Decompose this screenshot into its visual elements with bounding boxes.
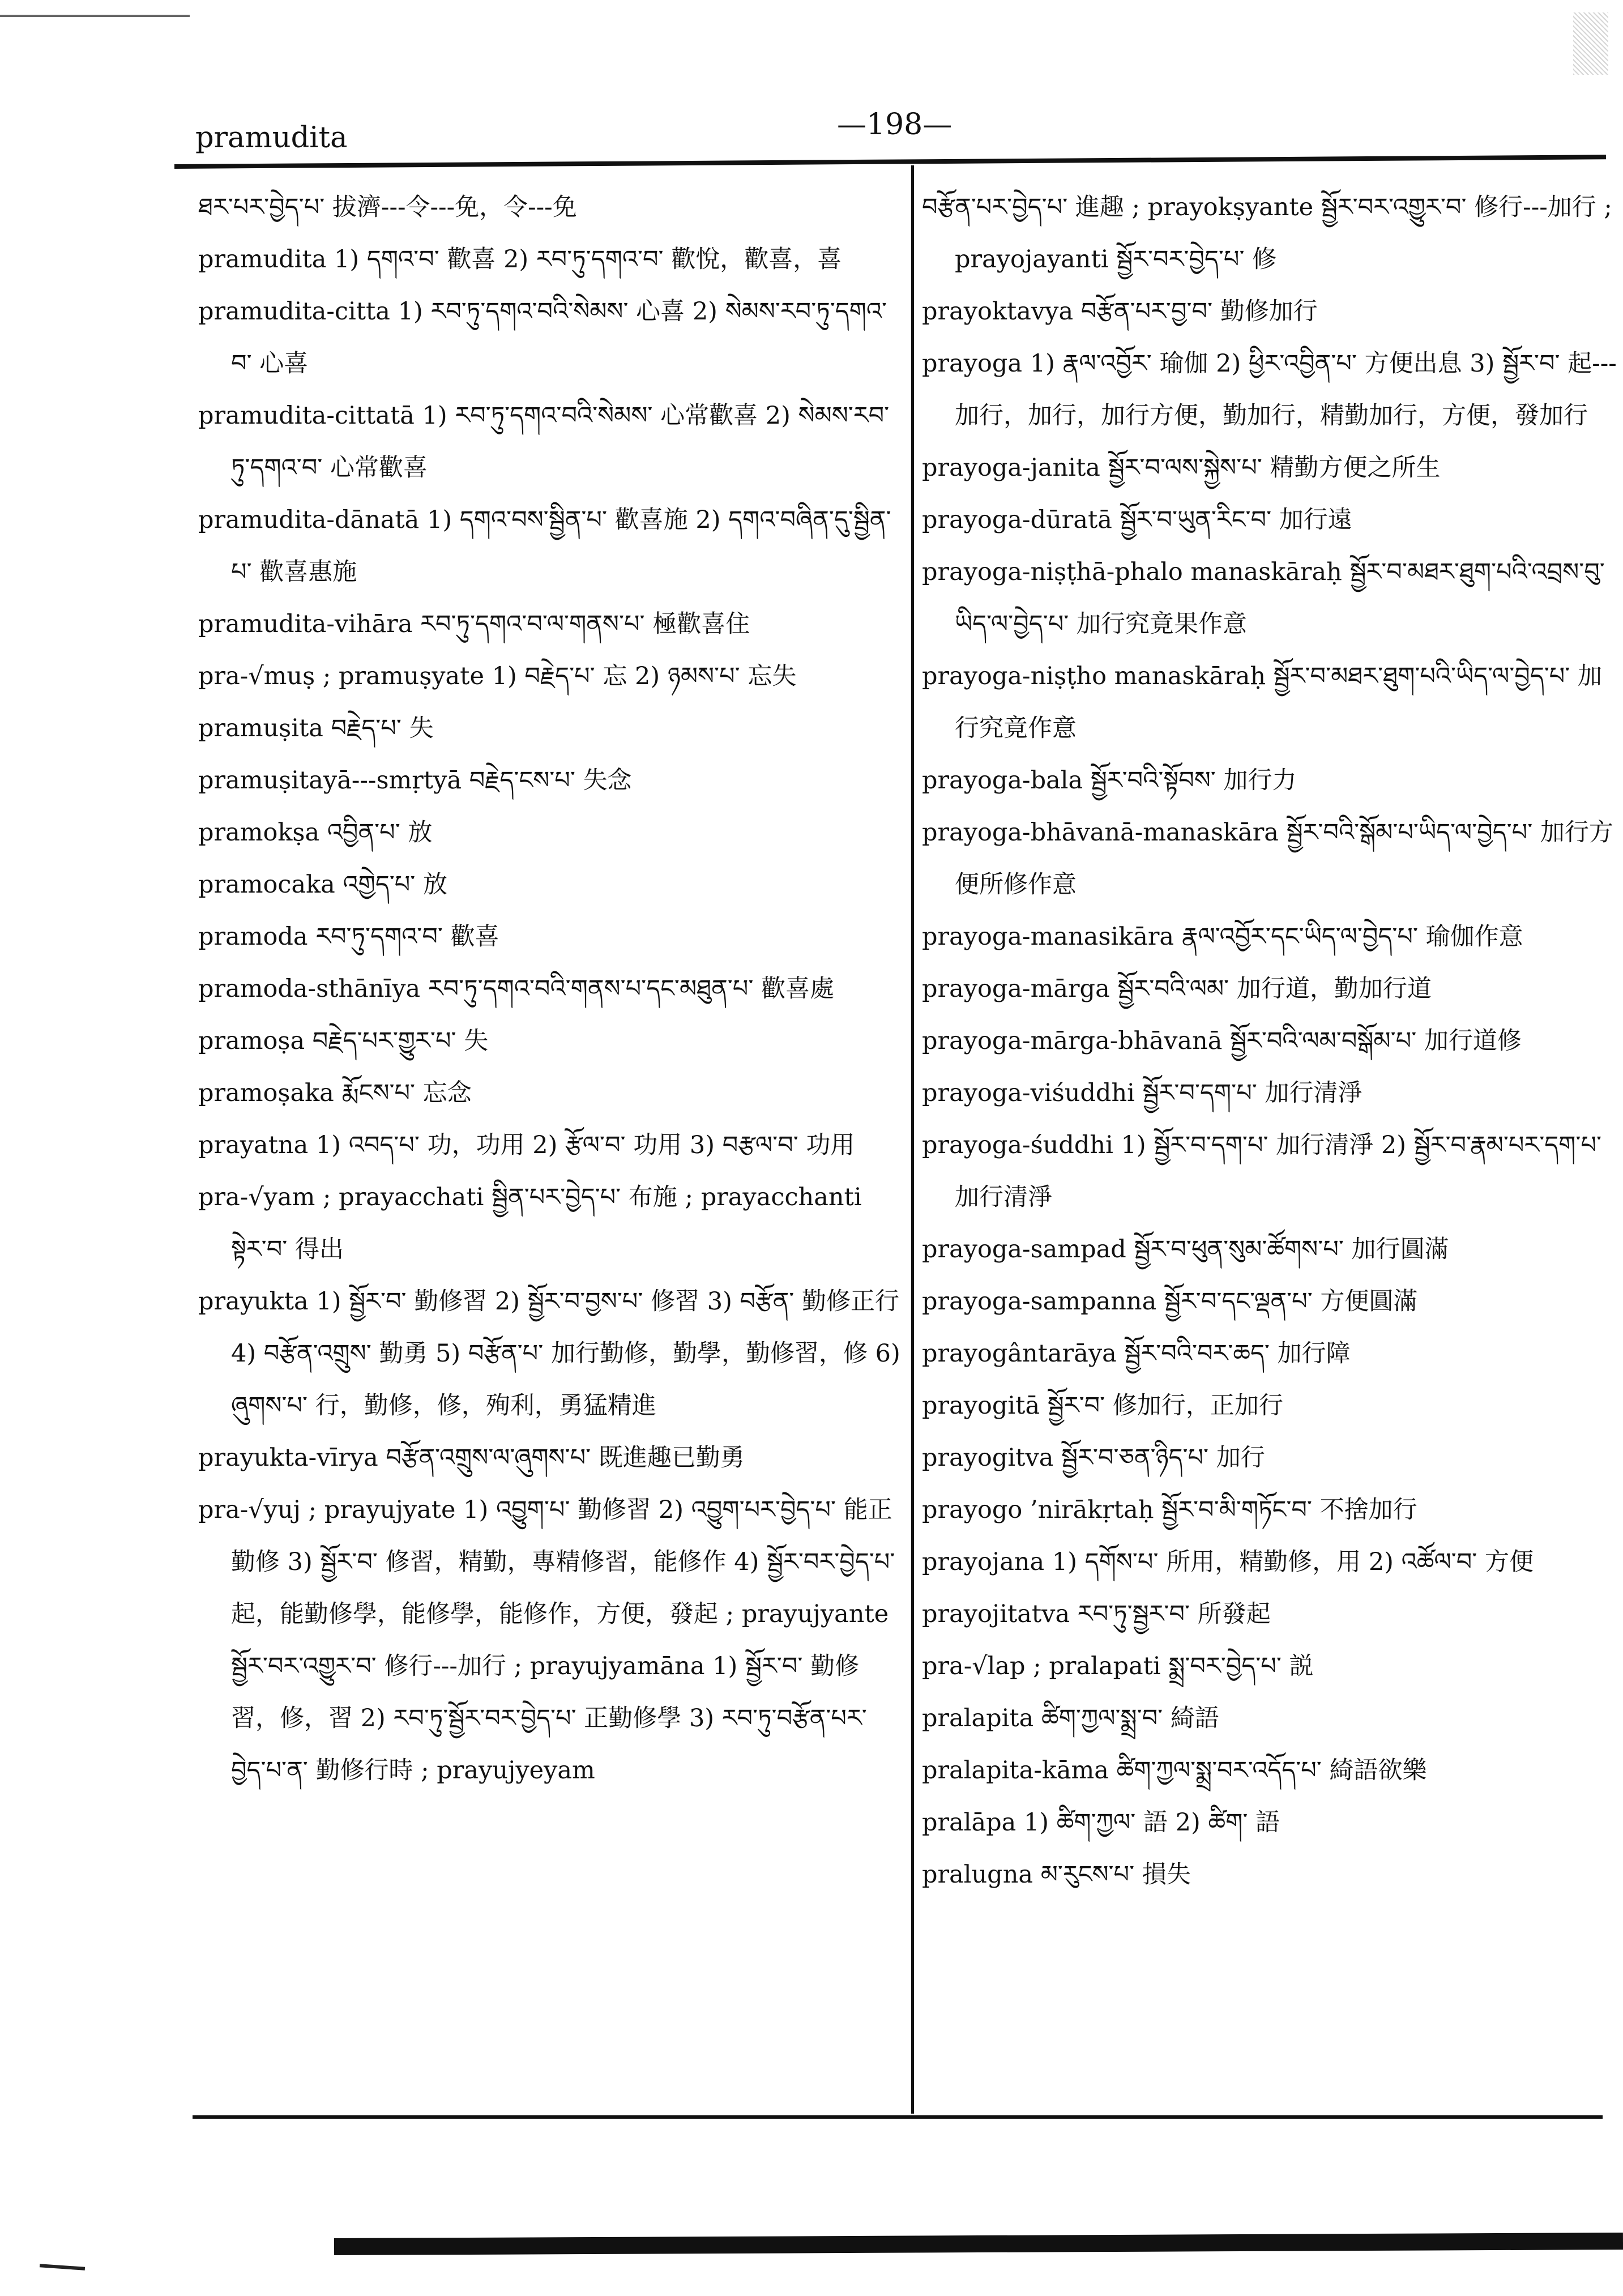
dictionary-entry: pramoṣa བརྗེད་པར་གྱུར་པ་ 失	[198, 1027, 489, 1055]
dictionary-entry: pra-√muṣ ; pramuṣyate 1) བརྗེད་པ་ 忘 2) ཉམས་པ་ 忘失	[198, 662, 797, 690]
dictionary-entry: pramocaka འགྱེད་པ་ 放	[198, 870, 448, 899]
dictionary-entry: prayukta 1) སྦྱོར་བ་ 勤修習 2) སྦྱོར་བ་བྱས་པ་ 修習 3) བརྩོན་ 勤修正行 4) བརྩོན་འགྲུས་ 勤勇 5) བརྩོན་པ་ 加行勤修，勤學，勤修習，修 6) ཞུགས་པ་ 行，勤修，修，殉利，勇猛精進	[198, 1287, 900, 1420]
dictionary-entry: pramoda-sthānīya རབ་ཏུ་དགའ་བའི་གནས་པ་དང་མཐུན་པ་ 歡喜處	[198, 975, 835, 1003]
dictionary-entry: prayoktavya བརྩོན་པར་བྱ་བ་ 勤修加行	[922, 297, 1318, 326]
left-column	[198, 181, 900, 1796]
dictionary-entry: prayoga-janita སྦྱོར་བ་ལས་སྐྱེས་པ་ 精勤方便之所生	[922, 454, 1441, 482]
dictionary-entry: pralāpa 1) ཚིག་ཀྱལ་ 語 2) ཚིག་ 語	[922, 1808, 1280, 1837]
dictionary-entry: pralapita ཚིག་ཀྱལ་སྨྲ་བ་ 綺語	[922, 1704, 1219, 1732]
dictionary-entry: pramuṣitayā---smṛtyā བརྗེད་ངས་པ་ 失念	[198, 766, 632, 795]
dictionary-entry: ཐར་པར་བྱེད་པ་ 拔濟---令---免，令---免	[198, 193, 577, 221]
dictionary-entry: prayukta-vīrya བརྩོན་འགྲུས་ལ་ཞུགས་པ་ 既進趣已勤勇	[198, 1444, 745, 1472]
dictionary-entry: prayoga-niṣṭho manaskāraḥ སྦྱོར་བ་མཐར་ཐུག་པའི་ཡིད་ལ་བྱེད་པ་ 加行究竟作意	[922, 662, 1603, 742]
dictionary-entry: pramudita-citta 1) རབ་ཏུ་དགའ་བའི་སེམས་ 心喜 2) སེམས་རབ་ཏུ་དགའ་བ་ 心喜	[198, 297, 887, 378]
dictionary-entry: prayoga 1) རྣལ་འབྱོར་ 瑜伽 2) ཕྱིར་འབྱིན་པ་ 方便出息 3) སྦྱོར་བ་ 起---加行，加行，加行方便，勤加行，精勤加行，方便，發加行	[922, 349, 1617, 430]
dictionary-entry: prayoga-manasikāra རྣལ་འབྱོར་དང་ཡིད་ལ་བྱེད་པ་ 瑜伽作意	[922, 923, 1523, 951]
dictionary-entry: prayoga-niṣṭhā-phalo manaskāraḥ སྦྱོར་བ་མཐར་ཐུག་པའི་འབྲས་བུ་ཡིད་ལ་བྱེད་པ་ 加行究竟果作意	[922, 558, 1605, 638]
dictionary-entry: prayogântarāya སྦྱོར་བའི་བར་ཆད་ 加行障	[922, 1339, 1351, 1368]
dictionary-entry: pramudita-dānatā 1) དགའ་བས་སྦྱིན་པ་ 歡喜施 2) དགའ་བཞིན་དུ་སྦྱིན་པ་ 歡喜惠施	[198, 506, 891, 586]
dictionary-entry: prayoga-sampanna སྦྱོར་བ་དང་ལྡན་པ་ 方便圓滿	[922, 1287, 1418, 1316]
page-number: —198—	[837, 108, 953, 142]
dictionary-entry: pralugna མ་རུངས་པ་ 損失	[922, 1860, 1191, 1889]
dictionary-entry: pralapita-kāma ཚིག་ཀྱལ་སྨྲ་བར་འདོད་པ་ 綺語欲樂	[922, 1756, 1427, 1785]
dictionary-entry: prayojitatva རབ་ཏུ་སྦྱར་བ་ 所發起	[922, 1600, 1271, 1628]
dictionary-entry: pramoda རབ་ཏུ་དགའ་བ་ 歡喜	[198, 923, 499, 951]
dictionary-entry: prayatna 1) འབད་པ་ 功，功用 2) རྩོལ་བ་ 功用 3) བརྩལ་བ་ 功用	[198, 1131, 855, 1159]
dictionary-entry: prayoga-dūratā སྦྱོར་བ་ཡུན་རིང་བ་ 加行遠	[922, 506, 1352, 534]
dictionary-entry: prayogitva སྦྱོར་བ་ཅན་ཉིད་པ་ 加行	[922, 1444, 1265, 1472]
header-rule	[174, 155, 1606, 169]
dictionary-entry: pramudita-cittatā 1) རབ་ཏུ་དགའ་བའི་སེམས་ 心常歡喜 2) སེམས་རབ་ཏུ་དགའ་བ་ 心常歡喜	[198, 402, 890, 482]
running-head: pramudita	[195, 121, 348, 155]
bottom-rule	[193, 2115, 1603, 2119]
dictionary-entry: pramudita 1) དགའ་བ་ 歡喜 2) རབ་ཏུ་དགའ་བ་ 歡悅，歡喜，喜	[198, 245, 842, 274]
dictionary-entry: prayoga-śuddhi 1) སྦྱོར་བ་དག་པ་ 加行清淨 2) སྦྱོར་བ་རྣམ་པར་དག་པ་ 加行清淨	[922, 1131, 1602, 1211]
dictionary-entry: pra-√lap ; pralapati སྨྲ་བར་བྱེད་པ་ 説	[922, 1652, 1314, 1680]
dictionary-entry: prayoga-bala སྦྱོར་བའི་སྟོབས་ 加行力	[922, 766, 1297, 795]
dictionary-entry: prayogo ’nirākṛtaḥ སྦྱོར་བ་མི་གཏོང་བ་ 不捨加行	[922, 1496, 1417, 1524]
dictionary-entry: prayojana 1) དགོས་པ་ 所用，精勤修，用 2) འཚོལ་བ་ 方便	[922, 1548, 1534, 1576]
dictionary-entry: prayoga-mārga སྦྱོར་བའི་ལམ་ 加行道，勤加行道	[922, 975, 1432, 1003]
scan-footer-mark	[40, 2264, 85, 2271]
scan-top-line	[0, 15, 190, 17]
dictionary-entry: pramudita-vihāra རབ་ཏུ་དགའ་བ་ལ་གནས་པ་ 極歡喜住	[198, 610, 750, 638]
dictionary-entry: བརྩོན་པར་བྱེད་པ་ 進趣 ; prayokṣyante སྦྱོར་བར་འགྱུར་བ་ 修行---加行 ; prayojayanti སྦྱོར་བར་བྱེད་པ་ 修	[922, 193, 1612, 274]
dictionary-entry: prayoga-sampad སྦྱོར་བ་ཕུན་སུམ་ཚོགས་པ་ 加行圓滿	[922, 1235, 1449, 1264]
dictionary-entry: prayogitā སྦྱོར་བ་ 修加行，正加行	[922, 1392, 1283, 1420]
scan-corner-noise	[1573, 12, 1608, 75]
scan-footer-bar	[334, 2233, 1623, 2255]
dictionary-entry: pramoṣaka རྨོངས་པ་ 忘念	[198, 1079, 472, 1107]
dictionary-entry: pra-√yuj ; prayujyate 1) འབྱུག་པ་ 勤修習 2) འབྱུག་པར་བྱེད་པ་ 能正勤修 3) སྦྱོར་བ་ 修習，精勤，專精修習，能修作 4) སྦྱོར་བར་བྱེད་པ་ 起，能勤修學，能修學，能修作，方便，發起 ; prayujyante སྦྱོར་བར་འགྱུར་བ་ 修行---加行 ; prayujyamāna 1) སྦྱོར་བ་ 勤修習，修，習 2) རབ་ཏུ་སྦྱོར་བར་བྱེད་པ་ 正勤修學 3) རབ་ཏུ་བརྩོན་པར་བྱེད་པ་ན་ 勤修行時 ; prayujyeyam	[198, 1496, 895, 1785]
column-divider	[911, 165, 914, 2114]
dictionary-entry: pramokṣa འབྱིན་པ་ 放	[198, 818, 433, 847]
right-column	[922, 181, 1623, 1901]
dictionary-entry: prayoga-viśuddhi སྦྱོར་བ་དག་པ་ 加行清淨	[922, 1079, 1363, 1107]
dictionary-entry: prayoga-bhāvanā-manaskāra སྦྱོར་བའི་སྒོམ་པ་ཡིད་ལ་བྱེད་པ་ 加行方便所修作意	[922, 818, 1613, 899]
dictionary-entry: prayoga-mārga-bhāvanā སྦྱོར་བའི་ལམ་བསྒོམ་པ་ 加行道修	[922, 1027, 1522, 1055]
dictionary-entry: pramuṣita བརྗེད་པ་ 失	[198, 714, 434, 742]
dictionary-entry: pra-√yam ; prayacchati སྦྱིན་པར་བྱེད་པ་ 布施 ; prayacchanti སྟེར་བ་ 得出	[198, 1183, 862, 1264]
